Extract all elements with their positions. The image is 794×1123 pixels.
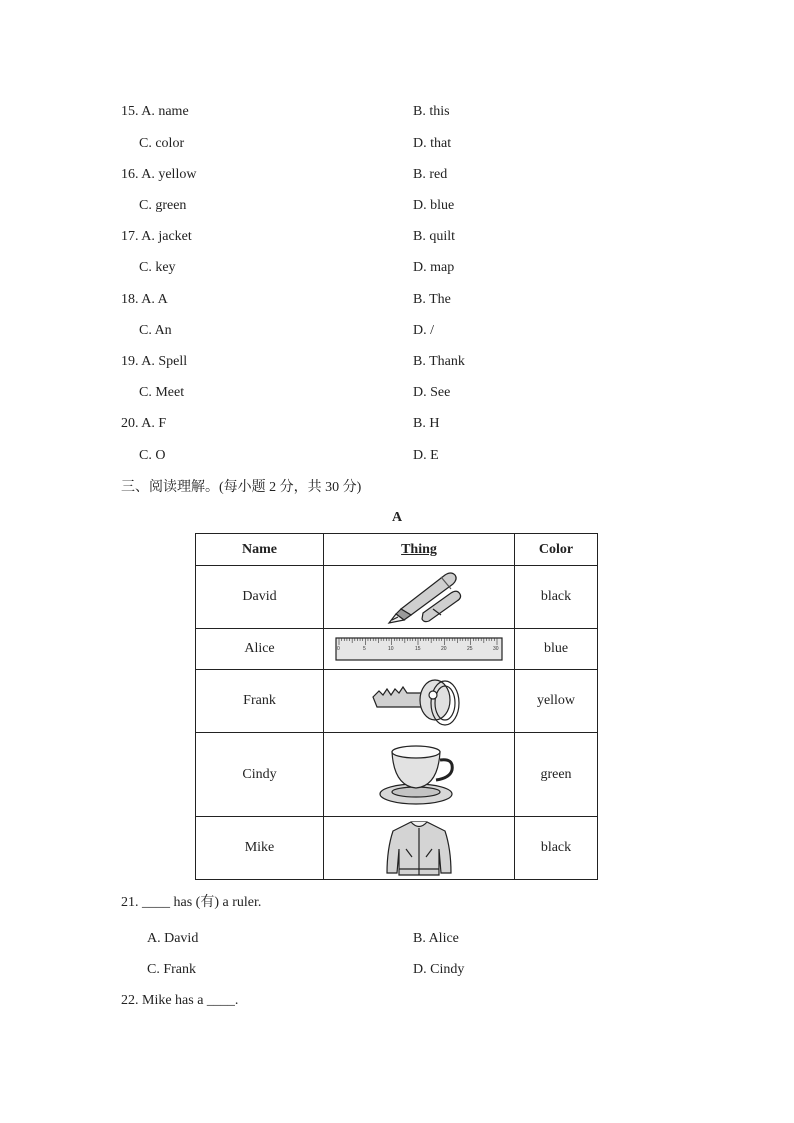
passage-label: A [391,510,403,525]
ruler-tick-label: 15 [415,646,421,652]
q22-stem: 22. Mike has a ____. [121,993,239,1008]
passage-table [195,533,598,880]
q18-option-c: C. An [139,323,172,338]
row-name: David [196,566,324,629]
pen-icon [371,569,467,625]
section-heading: 三、阅读理解。(每小题 2 分，共 30 分) [121,480,362,495]
q19-option-a: 19. A. Spell [121,354,188,369]
q19-option-b: B. Thank [413,354,465,369]
q19-option-d: D. See [413,385,451,400]
header-color: Color [515,534,598,566]
q17-option-c: C. key [139,260,176,275]
row-color: green [515,733,598,817]
q18-option-a: 18. A. A [121,292,168,307]
q20-option-c: C. O [139,448,166,463]
q20-option-a: 20. A. F [121,416,167,431]
q21-option-d: D. Cindy [413,962,465,977]
table-header-row [196,534,598,566]
ruler-tick-label: 0 [337,646,340,652]
q17-option-a: 17. A. jacket [121,229,192,244]
q21-option-b: B. Alice [413,931,459,946]
row-thing [324,566,515,629]
ruler-tick-label: 25 [467,646,473,652]
table-row [196,629,598,670]
header-thing: Thing [324,534,515,566]
cup-icon [374,742,464,808]
q15-option-d: D. that [413,136,452,151]
q21-option-a: A. David [147,931,199,946]
q20-option-b: B. H [413,416,440,431]
row-thing [324,670,515,733]
q15-option-b: B. this [413,104,450,119]
q18-option-b: B. The [413,292,451,307]
row-color: blue [515,629,598,670]
ruler-icon [335,636,503,662]
q16-option-c: C. green [139,198,187,213]
q17-option-d: D. map [413,260,455,275]
row-thing [324,817,515,880]
jacket-icon [383,819,455,877]
row-name: Alice [196,629,324,670]
row-thing [324,733,515,817]
q15-option-c: C. color [139,136,185,151]
row-color: black [515,566,598,629]
q18-option-d: D. / [413,323,434,338]
table-row [196,566,598,629]
q16-option-a: 16. A. yellow [121,167,197,182]
q16-option-d: D. blue [413,198,455,213]
row-name: Frank [196,670,324,733]
row-name: Cindy [196,733,324,817]
row-thing [324,629,515,670]
q17-option-b: B. quilt [413,229,456,244]
ruler-tick-label: 30 [493,646,499,652]
ruler-tick-label: 20 [441,646,447,652]
table-row [196,733,598,817]
table-row [196,817,598,880]
q16-option-b: B. red [413,167,448,182]
ruler-tick-label: 5 [363,646,366,652]
q15-option-a: 15. A. name [121,104,189,119]
row-color: black [515,817,598,880]
q21-option-c: C. Frank [147,962,196,977]
row-color: yellow [515,670,598,733]
q21-stem: 21. ____ has (有) a ruler. [121,895,262,910]
table-row [196,670,598,733]
ruler-tick-label: 10 [388,646,394,652]
header-name: Name [196,534,324,566]
q20-option-d: D. E [413,448,439,463]
row-name: Mike [196,817,324,880]
key-icon [369,673,469,729]
q19-option-c: C. Meet [139,385,185,400]
